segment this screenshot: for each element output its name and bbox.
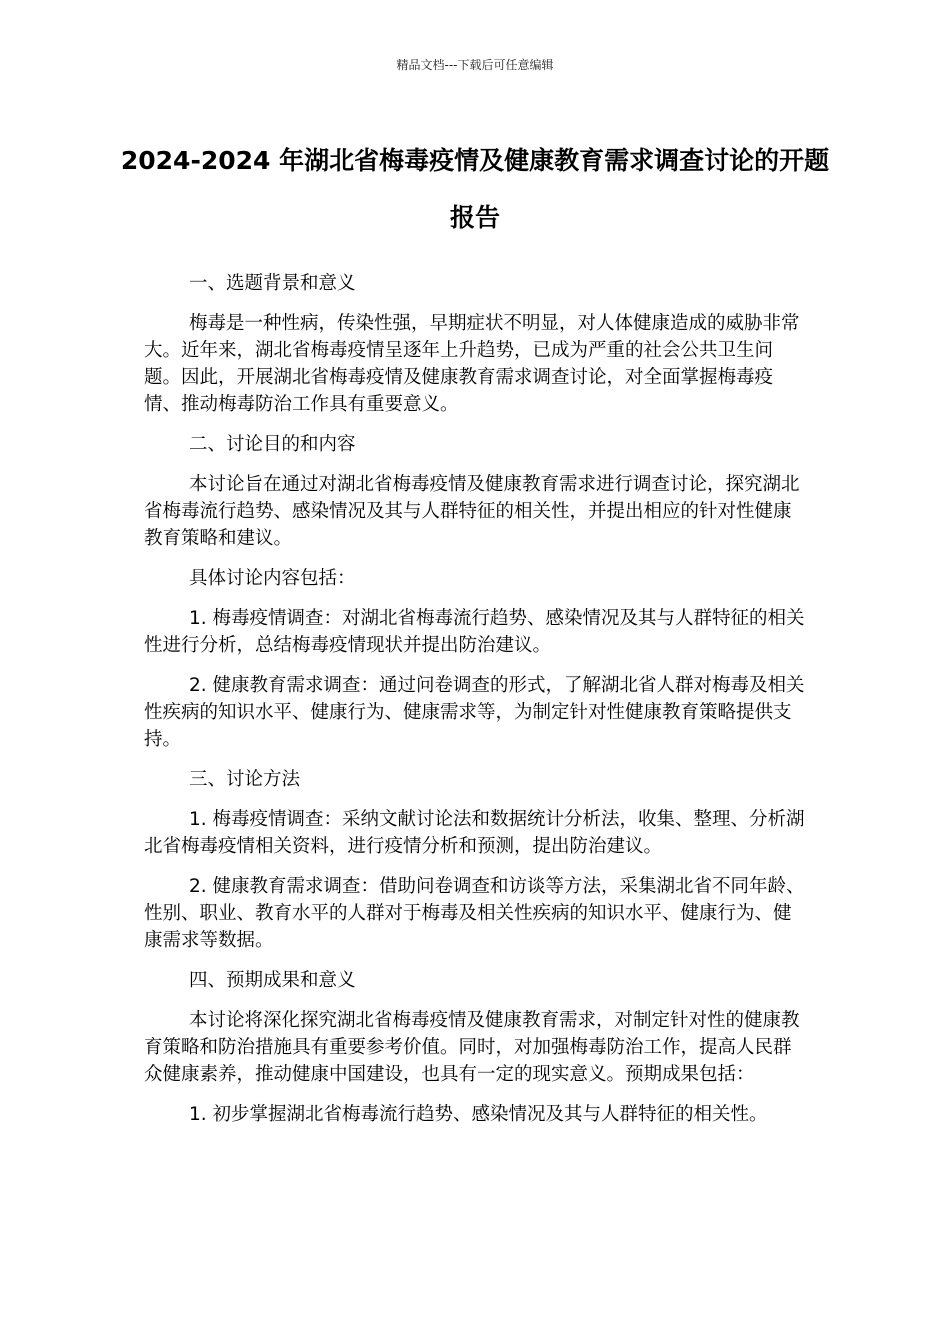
section-heading-1: 一、选题背景和意义 <box>189 273 356 294</box>
section-heading-3: 三、讨论方法 <box>189 769 301 790</box>
list-item: 1. 梅毒疫情调查：对湖北省梅毒流行趋势、感染情况及其与人群特征的相关性进行分析，总结梅毒疫情现状并提出防治建议。 <box>144 608 805 656</box>
header-note: 精品文档---下载后可任意编辑 <box>396 58 554 72</box>
list-item: 1. 初步掌握湖北省梅毒流行趋势、感染情况及其与人群特征的相关性。 <box>189 1104 768 1125</box>
document-body <box>144 270 806 1141</box>
paragraph: 梅毒是一种性病，传染性强，早期症状不明显，对人体健康造成的威胁非常大。近年来，湖北省梅毒疫情呈逐年上升趋势，已成为严重的社会公共卫生问题。因此，开展湖北省梅毒疫情及健康教育需求调查讨论，对全面掌握梅毒疫情、推动梅毒防治工作具有重要意义。 <box>144 313 800 415</box>
section-heading-2: 二、讨论目的和内容 <box>189 434 356 455</box>
list-item: 2. 健康教育需求调查：借助问卷调查和访谈等方法，采集湖北省不同年龄、性别、职业、教育水平的人群对于梅毒及相关性疾病的知识水平、健康行为、健康需求等数据。 <box>144 876 805 951</box>
list-item: 1. 梅毒疫情调查：采纳文献讨论法和数据统计分析法，收集、整理、分析湖北省梅毒疫情相关资料，进行疫情分析和预测，提出防治建议。 <box>144 809 805 857</box>
section-heading-4: 四、预期成果和意义 <box>189 970 356 991</box>
paragraph: 本讨论将深化探究湖北省梅毒疫情及健康教育需求，对制定针对性的健康教育策略和防治措施具有重要参考价值。同时，对加强梅毒防治工作，提高人民群众健康素养，推动健康中国建设，也具有一定的现实意义。预期成果包括： <box>144 1010 800 1085</box>
paragraph: 本讨论旨在通过对湖北省梅毒疫情及健康教育需求进行调查讨论，探究湖北省梅毒流行趋势、感染情况及其与人群特征的相关性，并提出相应的针对性健康教育策略和建议。 <box>144 474 800 549</box>
list-item: 2. 健康教育需求调查：通过问卷调查的形式，了解湖北省人群对梅毒及相关性疾病的知识水平、健康行为、健康需求等，为制定针对性健康教育策略提供支持。 <box>144 675 805 750</box>
document-title: 2024-2024 年湖北省梅毒疫情及健康教育需求调查讨论的开题报告 <box>120 146 830 232</box>
paragraph: 具体讨论内容包括： <box>189 568 356 589</box>
